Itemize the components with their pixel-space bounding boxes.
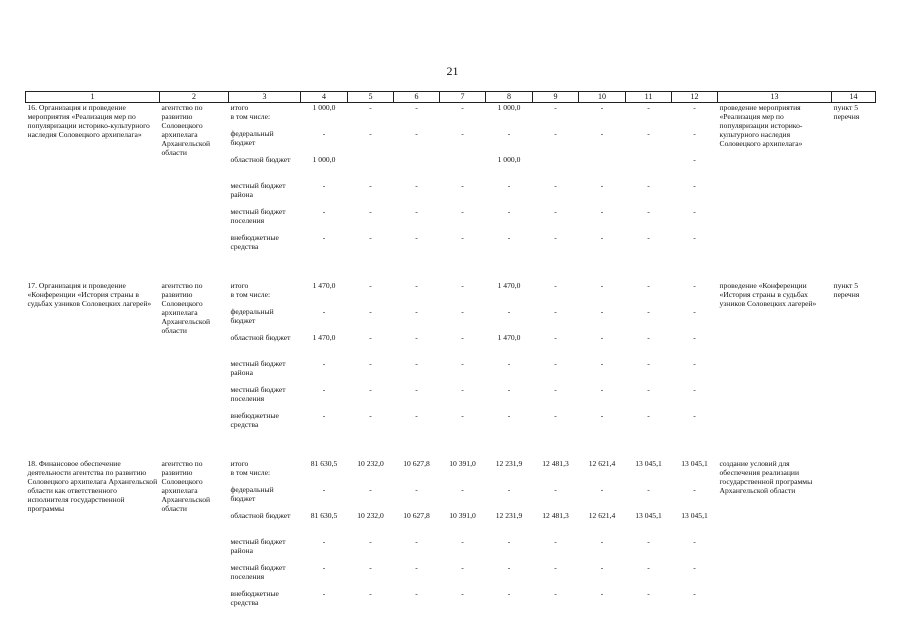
amount-cell: - [415, 589, 418, 598]
amount-cell: - [693, 233, 696, 242]
funding-source: областной бюджет [230, 155, 291, 164]
column-header: 4 [301, 92, 348, 103]
funding-source: внебюджетные средства [230, 589, 279, 607]
amount-cell: 12 231,9 [495, 459, 523, 468]
funding-source: областной бюджет [230, 333, 291, 342]
table-row [26, 281, 876, 307]
amount-cell: - [461, 537, 464, 546]
amount-cell [394, 155, 440, 181]
amount-cell: - [461, 589, 464, 598]
amount-cell: 10 391,0 [449, 511, 476, 520]
funding-source: местный бюджет поселения [230, 563, 286, 581]
amount-cell: - [322, 485, 326, 494]
amount-cell: - [322, 589, 326, 598]
amount-cell: - [507, 181, 511, 190]
amount-cell: - [554, 233, 557, 242]
amount-cell: - [693, 155, 696, 164]
amount-cell: - [369, 385, 372, 394]
amount-cell [579, 155, 626, 181]
amount-cell: - [554, 485, 557, 494]
amount-cell: - [461, 359, 464, 368]
amount-cell: 10 627,8 [403, 459, 430, 468]
amount-cell: 13 045,1 [635, 459, 662, 468]
amount-cell [348, 155, 394, 181]
amount-cell: - [507, 207, 511, 216]
amount-cell: 1 470,0 [312, 333, 336, 342]
amount-cell: - [461, 411, 464, 420]
amount-cell: - [554, 181, 557, 190]
funding-source: итого в том числе: [230, 281, 271, 299]
amount-cell: - [461, 233, 464, 242]
amount-cell: - [693, 563, 696, 572]
amount-cell: - [693, 537, 696, 546]
amount-cell: 13 045,1 [681, 511, 708, 520]
amount-cell: - [461, 103, 464, 112]
amount-cell: - [554, 103, 557, 112]
event-reference: пункт 5 перечня [833, 281, 860, 299]
event-result: проведение «Конференции «История страны в судьбах узников Соловецких лагерей» [719, 281, 817, 308]
column-header: 6 [394, 92, 440, 103]
amount-cell: - [415, 307, 418, 316]
amount-cell: 1 470,0 [497, 281, 521, 290]
amount-cell: - [647, 103, 650, 112]
amount-cell: 1 470,0 [312, 281, 336, 290]
table-row [26, 103, 876, 130]
amount-cell: - [554, 385, 557, 394]
column-header: 11 [626, 92, 672, 103]
amount-cell: - [647, 385, 650, 394]
amount-cell: - [554, 411, 557, 420]
amount-cell: - [693, 385, 696, 394]
amount-cell: - [647, 281, 650, 290]
amount-cell [533, 155, 579, 181]
amount-cell: - [554, 333, 557, 342]
column-header: 1 [26, 92, 160, 103]
amount-cell: - [461, 129, 464, 138]
funding-source: федеральный бюджет [230, 307, 274, 325]
funding-source: итого в том числе: [230, 103, 271, 121]
amount-cell: 1 470,0 [497, 333, 521, 342]
amount-cell: - [507, 411, 511, 420]
amount-cell: - [600, 129, 604, 138]
amount-cell: 10 232,0 [357, 459, 384, 468]
amount-cell: - [647, 307, 650, 316]
amount-cell: 12 231,9 [495, 511, 523, 520]
amount-cell: - [600, 359, 604, 368]
amount-cell: - [554, 589, 557, 598]
amount-cell: 1 000,0 [312, 103, 336, 112]
amount-cell [440, 155, 486, 181]
amount-cell: - [693, 359, 696, 368]
event-name: 18. Финансовое обеспечение деятельности агентства по развитию Соловецкого архипелага Архангельской области как ответственного исполнителя государственной программы [27, 459, 158, 513]
amount-cell: - [461, 563, 464, 572]
amount-cell: 13 045,1 [635, 511, 662, 520]
spacer-cell [26, 437, 876, 459]
amount-cell: - [322, 307, 326, 316]
funding-source: федеральный бюджет [230, 129, 274, 147]
amount-cell: - [693, 129, 696, 138]
amount-cell: - [647, 333, 650, 342]
header-row [26, 92, 876, 103]
amount-cell: - [369, 281, 372, 290]
program-table [25, 91, 876, 615]
amount-cell: - [461, 181, 464, 190]
amount-cell: - [554, 129, 557, 138]
amount-cell: - [415, 233, 418, 242]
amount-cell: - [693, 281, 696, 290]
amount-cell: - [461, 307, 464, 316]
amount-cell: - [369, 207, 372, 216]
amount-cell: - [415, 281, 418, 290]
amount-cell: - [554, 563, 557, 572]
amount-cell: 81 630,5 [310, 511, 338, 520]
amount-cell: 12 481,3 [542, 459, 569, 468]
amount-cell: - [369, 485, 372, 494]
amount-cell: - [461, 385, 464, 394]
amount-cell: - [322, 385, 326, 394]
amount-cell: - [600, 233, 604, 242]
event-result: создание условий для обеспечения реализации государственной программы Архангельской области [719, 459, 813, 495]
amount-cell: - [647, 181, 650, 190]
amount-cell: 81 630,5 [310, 459, 338, 468]
amount-cell: - [415, 537, 418, 546]
column-header: 14 [832, 92, 876, 103]
amount-cell: - [647, 411, 650, 420]
amount-cell: - [322, 537, 326, 546]
amount-cell: - [600, 411, 604, 420]
amount-cell: - [507, 485, 511, 494]
table-body [26, 103, 876, 616]
amount-cell: - [693, 589, 696, 598]
amount-cell: - [647, 359, 650, 368]
amount-cell: - [415, 359, 418, 368]
amount-cell: 1 000,0 [312, 155, 336, 164]
amount-cell: - [369, 563, 372, 572]
amount-cell: - [554, 207, 557, 216]
amount-cell: - [415, 385, 418, 394]
amount-cell: - [600, 103, 604, 112]
amount-cell: - [693, 333, 696, 342]
amount-cell: - [322, 207, 326, 216]
funding-source: внебюджетные средства [230, 233, 279, 251]
amount-cell: - [415, 411, 418, 420]
spacer-row [26, 259, 876, 281]
funding-source: областной бюджет [230, 511, 291, 520]
column-header: 10 [579, 92, 626, 103]
column-header: 12 [672, 92, 718, 103]
amount-cell: - [322, 411, 326, 420]
column-header: 9 [533, 92, 579, 103]
funding-source: итого в том числе: [230, 459, 271, 477]
amount-cell: - [369, 307, 372, 316]
amount-cell: - [693, 485, 696, 494]
event-executor: агентство по развитию Соловецкого архипелага Архангельской области [161, 103, 211, 157]
amount-cell: - [647, 129, 650, 138]
amount-cell: - [369, 129, 372, 138]
amount-cell: - [647, 233, 650, 242]
amount-cell: - [507, 589, 511, 598]
amount-cell: - [415, 207, 418, 216]
spacer-row [26, 437, 876, 459]
funding-source: местный бюджет района [230, 537, 286, 555]
funding-source: местный бюджет поселения [230, 385, 286, 403]
amount-cell: - [461, 207, 464, 216]
event-reference [832, 459, 876, 615]
amount-cell: - [600, 207, 604, 216]
amount-cell: - [507, 129, 511, 138]
amount-cell: - [693, 103, 696, 112]
page-number: 21 [446, 64, 459, 78]
amount-cell: - [461, 333, 464, 342]
amount-cell: - [415, 129, 418, 138]
amount-cell: - [322, 233, 326, 242]
amount-cell: - [369, 103, 372, 112]
amount-cell: - [507, 563, 511, 572]
amount-cell: - [647, 563, 650, 572]
column-header: 3 [229, 92, 301, 103]
amount-cell: - [507, 537, 511, 546]
amount-cell: 10 232,0 [357, 511, 384, 520]
amount-cell: - [415, 563, 418, 572]
column-header: 5 [348, 92, 394, 103]
amount-cell: - [647, 485, 650, 494]
amount-cell: - [600, 537, 604, 546]
amount-cell: - [600, 333, 604, 342]
amount-cell: 10 391,0 [449, 459, 476, 468]
amount-cell: - [507, 359, 511, 368]
amount-cell: 12 621,4 [588, 511, 616, 520]
column-header: 13 [718, 92, 832, 103]
column-header: 2 [160, 92, 229, 103]
spacer-cell [26, 259, 876, 281]
table-row [26, 459, 876, 485]
amount-cell: - [507, 385, 511, 394]
amount-cell: 12 481,3 [542, 511, 569, 520]
amount-cell: - [693, 207, 696, 216]
event-executor: агентство по развитию Соловецкого архипелага Архангельской области [161, 281, 211, 335]
amount-cell: - [600, 181, 604, 190]
amount-cell: - [369, 181, 372, 190]
amount-cell: - [369, 411, 372, 420]
amount-cell: - [647, 207, 650, 216]
amount-cell: - [600, 485, 604, 494]
amount-cell: 13 045,1 [681, 459, 708, 468]
amount-cell: - [554, 281, 557, 290]
amount-cell: - [322, 129, 326, 138]
funding-source: местный бюджет района [230, 181, 286, 199]
amount-cell: - [415, 333, 418, 342]
amount-cell: - [554, 359, 557, 368]
amount-cell: - [369, 537, 372, 546]
event-name: 16. Организация и проведение мероприятия «Реализация мер по популяризации историко-культурного наследия Соловецкого архипелага» [27, 103, 150, 139]
amount-cell: - [600, 563, 604, 572]
amount-cell: - [415, 103, 418, 112]
amount-cell: - [322, 563, 326, 572]
amount-cell: 1 000,0 [497, 103, 521, 112]
amount-cell: - [369, 233, 372, 242]
event-result: проведение мероприятия «Реализация мер по популяризации историко-культурного наследия Соловецкого архипелага» [719, 103, 803, 148]
amount-cell: - [600, 281, 604, 290]
amount-cell: - [461, 485, 464, 494]
amount-cell: - [600, 589, 604, 598]
column-header: 7 [440, 92, 486, 103]
amount-cell: - [322, 181, 326, 190]
amount-cell: - [554, 307, 557, 316]
amount-cell: - [322, 359, 326, 368]
event-executor: агентство по развитию Соловецкого архипелага Архангельской области [161, 459, 211, 513]
column-header: 8 [486, 92, 533, 103]
event-reference: пункт 5 перечня [833, 103, 860, 121]
amount-cell: - [369, 333, 372, 342]
amount-cell: - [693, 181, 696, 190]
amount-cell: - [647, 589, 650, 598]
amount-cell: - [554, 537, 557, 546]
amount-cell: - [600, 385, 604, 394]
funding-source: местный бюджет поселения [230, 207, 286, 225]
amount-cell: - [600, 307, 604, 316]
amount-cell: 10 627,8 [403, 511, 430, 520]
amount-cell: - [415, 181, 418, 190]
funding-source: внебюджетные средства [230, 411, 279, 429]
amount-cell: - [461, 281, 464, 290]
amount-cell: - [507, 233, 511, 242]
event-name: 17. Организация и проведение «Конференции «История страны в судьбах узников Соловецких лагерей» [27, 281, 152, 308]
funding-source: местный бюджет района [230, 359, 286, 377]
funding-source: федеральный бюджет [230, 485, 274, 503]
amount-cell: - [415, 485, 418, 494]
amount-cell [626, 155, 672, 181]
amount-cell: - [693, 411, 696, 420]
amount-cell: 1 000,0 [497, 155, 521, 164]
amount-cell: 12 621,4 [588, 459, 616, 468]
amount-cell: - [369, 359, 372, 368]
amount-cell: - [507, 307, 511, 316]
amount-cell: - [647, 537, 650, 546]
amount-cell: - [369, 589, 372, 598]
amount-cell: - [693, 307, 696, 316]
